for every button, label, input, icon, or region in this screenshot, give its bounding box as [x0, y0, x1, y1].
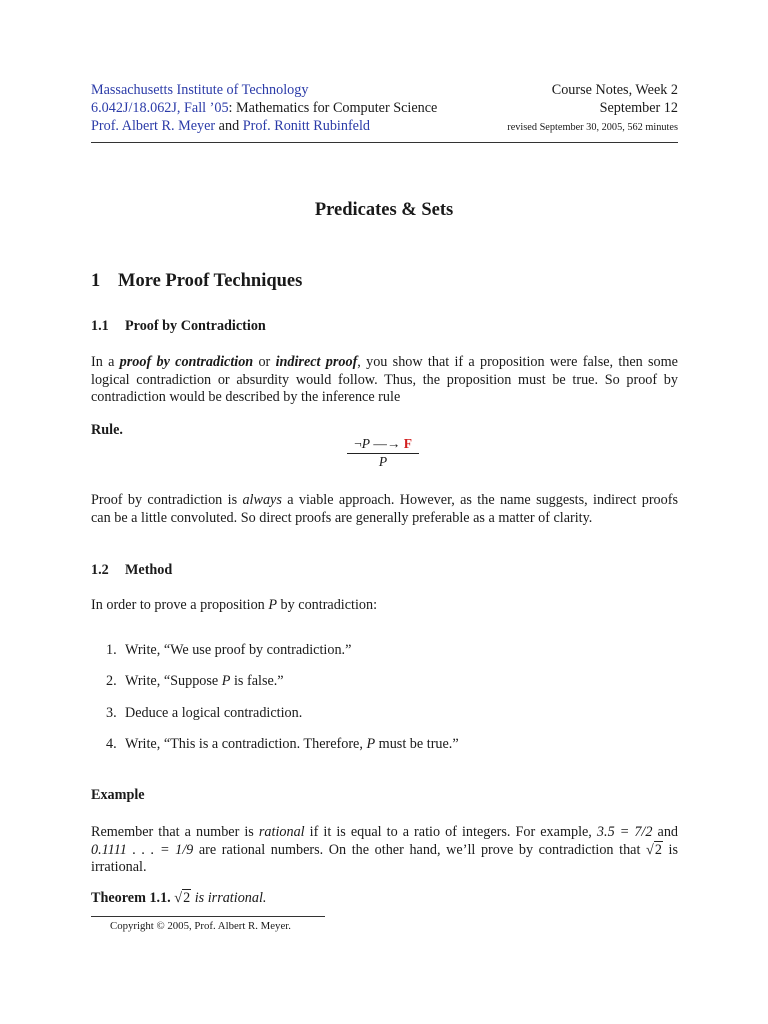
list-item	[106, 705, 302, 722]
header-row-2	[91, 99, 678, 117]
text-span: Remember that a number is	[91, 824, 259, 840]
subsection-title: Proof by Contradiction	[125, 318, 266, 334]
paragraph-line: irrational.	[91, 859, 147, 875]
paragraph-line: contradiction would be described by the inference rule	[91, 389, 401, 405]
list-text: Write, “Suppose	[125, 673, 222, 689]
theorem-label: Theorem 1.1.	[91, 890, 171, 906]
section-number: 1	[91, 271, 101, 291]
inference-premise	[345, 434, 421, 453]
and-text: and	[215, 118, 243, 134]
list-text: Write, “We use proof by contradiction.”	[125, 642, 352, 658]
section-title: More Proof Techniques	[118, 271, 303, 291]
header-row-3	[91, 117, 678, 135]
text-span: , you show that if a proposition were false, then some	[357, 354, 678, 370]
professors-line	[91, 117, 370, 135]
term-proof-by-contradiction: proof by contradiction	[119, 354, 254, 370]
footnote-divider	[91, 916, 325, 917]
header-row-1	[91, 81, 678, 99]
text-span: or	[253, 354, 276, 370]
subsection-number: 1.1	[91, 318, 109, 334]
theorem-text: is irrational.	[191, 890, 267, 906]
text-span: In a	[91, 354, 120, 370]
subsection-title: Method	[125, 562, 173, 578]
rule-label: Rule.	[91, 422, 123, 438]
paragraph-line	[91, 597, 678, 615]
subsection-heading-1-2	[91, 562, 172, 579]
paragraph-line: logical contradiction or absurdity would follow. Thus, the proposition must be true. So proof by	[91, 371, 678, 388]
sqrt-expression: √2	[174, 890, 191, 906]
course-title: : Mathematics for Computer Science	[228, 100, 438, 116]
list-text: must be true.”	[375, 736, 459, 752]
sqrt-expression: √2	[646, 841, 662, 858]
professor-meyer[interactable]: Prof. Albert R. Meyer	[91, 118, 216, 134]
text-span: is	[662, 841, 678, 858]
document-header	[91, 81, 678, 135]
header-date: September 12	[599, 100, 678, 116]
method-intro	[91, 597, 678, 615]
list-text: Write, “This is a contradiction. Therefore,	[125, 736, 367, 752]
subsection-number: 1.2	[91, 562, 109, 578]
text-span: by contradiction:	[276, 597, 378, 613]
text-span: a viable approach. However, as the name suggests, indirect proofs	[281, 492, 678, 508]
text-span: Proof by contradiction is	[91, 492, 243, 508]
paragraph-rational-numbers	[91, 824, 678, 877]
text-span: and	[652, 824, 679, 840]
inference-rule	[345, 434, 421, 470]
variable-p: P	[221, 673, 231, 689]
negation-symbol: ¬	[354, 436, 362, 451]
course-line	[91, 99, 437, 117]
list-item	[106, 673, 284, 690]
list-item	[106, 736, 459, 753]
implies-arrow: —→	[369, 436, 404, 451]
revision-note: revised September 30, 2005, 562 minutes	[507, 122, 678, 133]
inference-conclusion: P	[378, 454, 388, 469]
paragraph-line	[91, 492, 678, 510]
text-span: In order to prove a proposition	[91, 597, 269, 613]
paragraph-line: can be a little convoluted. So direct proofs are generally preferable as a matter of clarity.	[91, 509, 593, 526]
theorem-statement	[91, 890, 266, 907]
text-span: are rational numbers. On the other hand, we’ll prove by contradiction that	[193, 841, 647, 858]
paragraph-line	[91, 354, 678, 372]
institute-name[interactable]: Massachusetts Institute of Technology	[91, 82, 309, 98]
emphasis-always: always	[242, 492, 282, 508]
subsection-heading-1-1	[91, 318, 266, 335]
radicand: 2	[183, 890, 191, 906]
header-divider	[91, 142, 678, 143]
math-expression: 3.5 = 7/2	[596, 824, 653, 840]
paragraph-always-viable	[91, 492, 678, 527]
radicand: 2	[654, 841, 662, 858]
section-heading-1	[91, 271, 302, 292]
paragraph-proof-by-contradiction	[91, 354, 678, 407]
paragraph-line	[91, 824, 678, 842]
example-heading: Example	[91, 787, 145, 803]
course-notes-label: Course Notes, Week 2	[551, 82, 678, 98]
footnote-copyright: Copyright © 2005, Prof. Albert R. Meyer.	[110, 920, 291, 932]
math-expression: 0.1111 . . . = 1/9	[91, 841, 194, 858]
list-number: 1.	[106, 642, 117, 658]
term-rational: rational	[258, 824, 305, 840]
variable-p: P	[268, 597, 277, 613]
list-number: 4.	[106, 736, 117, 752]
text-span: if it is equal to a ratio of integers. For example,	[304, 824, 597, 840]
list-text: is false.”	[230, 673, 284, 689]
premise-variable: P	[361, 436, 370, 451]
variable-p: P	[366, 736, 376, 752]
course-code[interactable]: 6.042J/18.062J, Fall ’05	[91, 100, 229, 116]
list-text: Deduce a logical contradiction.	[125, 705, 303, 721]
list-item	[106, 642, 351, 659]
false-symbol: F	[403, 436, 412, 451]
paragraph-line	[91, 842, 678, 860]
list-number: 3.	[106, 705, 117, 721]
professor-rubinfeld[interactable]: Prof. Ronitt Rubinfeld	[242, 118, 371, 134]
document-title: Predicates & Sets	[314, 200, 454, 220]
term-indirect-proof: indirect proof	[275, 354, 358, 370]
list-number: 2.	[106, 673, 117, 689]
